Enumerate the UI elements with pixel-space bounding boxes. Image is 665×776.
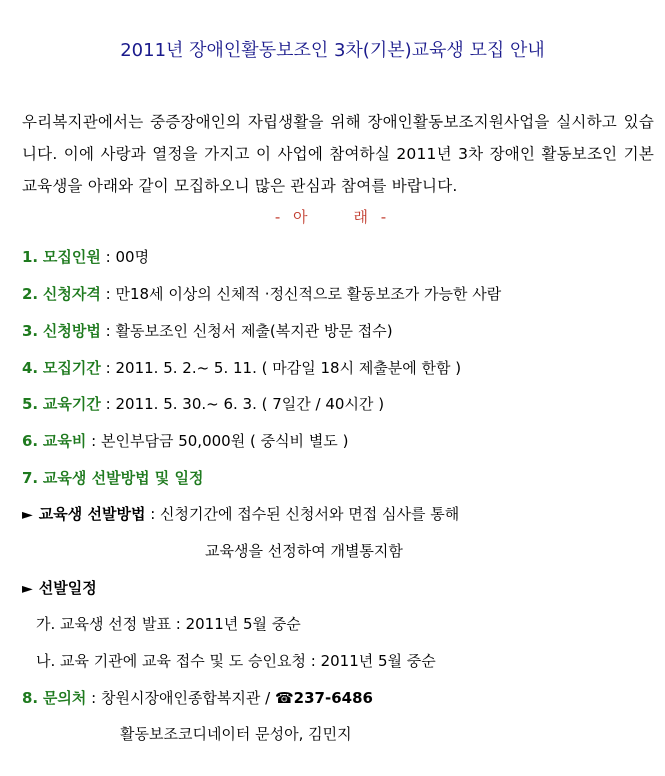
item-value: 활동보조인 신청서 제출(복지관 방문 접수) <box>115 322 393 340</box>
section-heading-ar <box>0 206 665 227</box>
item-label: 교육비 <box>42 432 87 450</box>
selection-method <box>22 503 459 524</box>
item-label: 교육기간 <box>42 395 101 413</box>
item-sep: : <box>100 322 116 340</box>
triangle-bullet-icon: ► <box>22 507 33 523</box>
contact-phone: 237-6486 <box>293 689 373 707</box>
ar-left: - 아 <box>274 208 312 226</box>
item-number: 3. <box>22 322 39 340</box>
item-label: 모집인원 <box>42 248 101 266</box>
item-sep: : <box>100 359 116 377</box>
item-sep: : <box>100 285 116 303</box>
item-label: 교육생 선발방법 및 일정 <box>42 469 204 487</box>
intro-paragraph: 우리복지관에서는 중증장애인의 자립생활을 위해 장애인활동보조지원사업을 실시하고 있습니다. 이에 사랑과 열정을 가지고 이 사업에 참여하실 2011년 3차 장애인 활동보조인 기본 교육생을 아래와 같이 모집하오니 많은 관심과 참여를 바랍니다. <box>22 113 654 195</box>
schedule-label: 선발일정 <box>38 579 97 597</box>
item-label: 문의처 <box>42 689 87 707</box>
item-label: 신청자격 <box>42 285 101 303</box>
item-sep: : <box>100 248 116 266</box>
item-training-period <box>22 393 384 414</box>
item-value: 만18세 이상의 신체적 ·정신적으로 활동보조가 가능한 사람 <box>115 285 502 303</box>
item-label: 신청방법 <box>42 322 101 340</box>
item-number: 4. <box>22 359 39 377</box>
selection-value: 신청기간에 접수된 신청서와 면접 심사를 통해 <box>160 505 460 523</box>
item-eligibility <box>22 283 501 304</box>
item-label: 모집기간 <box>42 359 101 377</box>
triangle-bullet-icon: ► <box>22 581 33 597</box>
selection-sep: : <box>145 505 161 523</box>
contact-persons: 활동보조코디네이터 문성아, 김민지 <box>120 725 352 743</box>
item-number: 6. <box>22 432 39 450</box>
ar-right: 래 - <box>353 208 391 226</box>
item-training-fee <box>22 430 348 451</box>
item-number: 8. <box>22 689 39 707</box>
schedule-item: 가. 교육생 선정 발표 : 2011년 5월 중순 <box>36 615 301 633</box>
phone-icon: ☎ <box>274 689 294 707</box>
item-application-method <box>22 320 393 341</box>
item-value: 2011. 5. 30.~ 6. 3. ( 7일간 / 40시간 ) <box>115 395 385 413</box>
item-value: 본인부담금 50,000원 ( 중식비 별도 ) <box>101 432 349 450</box>
item-number: 2. <box>22 285 39 303</box>
selection-value-continued: 교육생을 선정하여 개별통지함 <box>205 542 403 560</box>
item-recruit-period <box>22 357 461 378</box>
item-sep: : <box>100 395 116 413</box>
item-number: 7. <box>22 469 39 487</box>
selection-label: 교육생 선발방법 <box>38 505 146 523</box>
item-number: 5. <box>22 395 39 413</box>
item-selection-heading <box>22 467 204 488</box>
schedule-item: 나. 교육 기관에 교육 접수 및 도 승인요청 : 2011년 5월 중순 <box>36 652 436 670</box>
item-value: 00명 <box>115 248 150 266</box>
item-number: 1. <box>22 248 39 266</box>
item-value: 2011. 5. 2.~ 5. 11. ( 마감일 18시 제출분에 한함 ) <box>115 359 462 377</box>
schedule-heading <box>22 577 97 598</box>
page-title: 2011년 장애인활동보조인 3차(기본)교육생 모집 안내 <box>120 40 545 61</box>
item-sep: : <box>86 689 101 707</box>
item-sep: : <box>86 432 101 450</box>
contact-org: 창원시장애인종합복지관 / <box>101 689 275 707</box>
item-recruit-count <box>22 246 149 267</box>
item-contact <box>22 687 373 708</box>
